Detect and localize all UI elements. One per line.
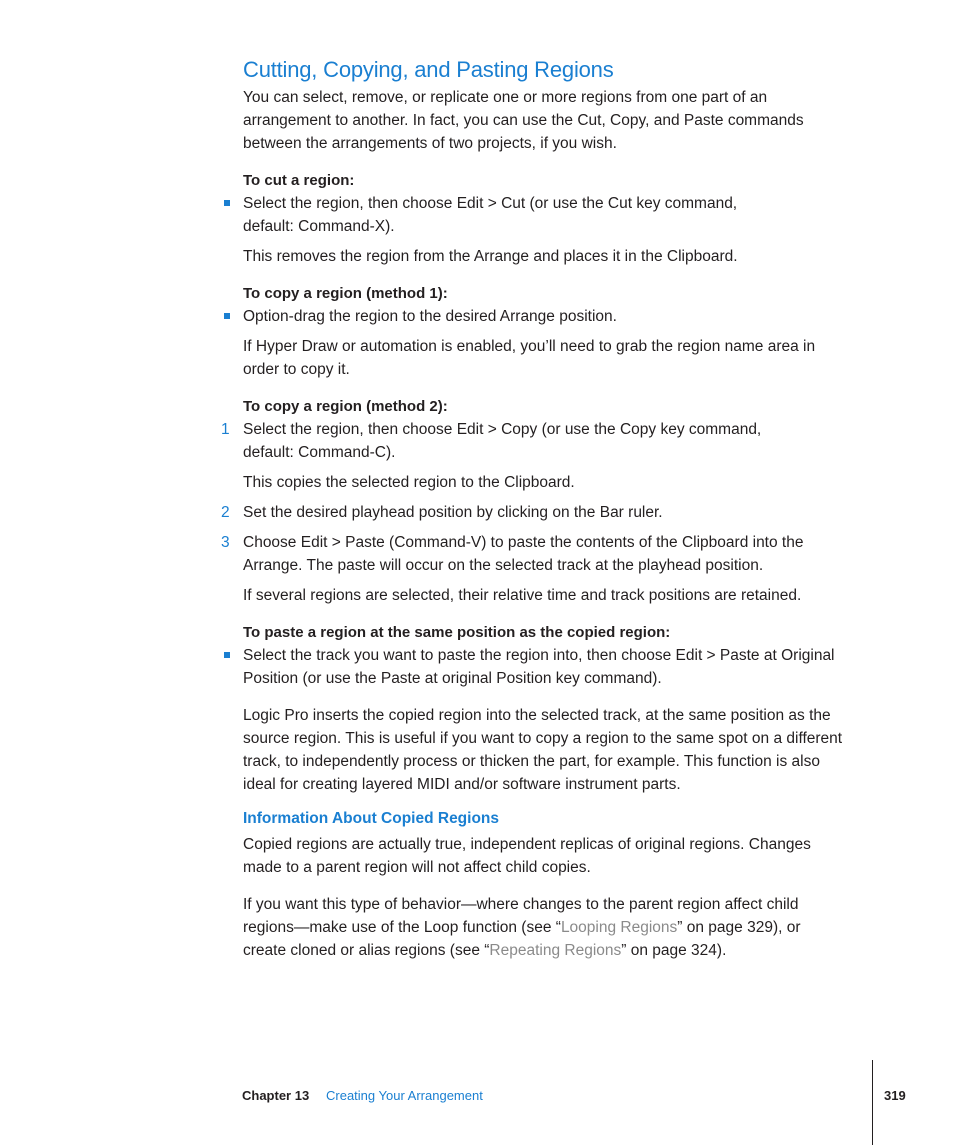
repeating-regions-link[interactable]: Repeating Regions xyxy=(489,942,622,959)
step-number: 3 xyxy=(221,534,230,551)
step-line: Arrange. The paste will occur on the selected track at the playhead position. xyxy=(243,557,764,574)
copy1-title: To copy a region (method 1): xyxy=(243,285,448,302)
info-paragraph-1 xyxy=(243,833,873,879)
info-line: Copied regions are actually true, independent replicas of original regions. Changes xyxy=(243,836,811,853)
paste-title: To paste a region at the same position as the copied region: xyxy=(243,624,671,641)
cut-step-line: default: Command-X). xyxy=(243,218,395,235)
paste-step xyxy=(243,644,873,690)
cut-step-line: Select the region, then choose Edit > Cut (or use the Cut key command, xyxy=(243,195,738,212)
intro-line: You can select, remove, or replicate one or more regions from one part of an xyxy=(243,89,768,106)
bullet-icon xyxy=(224,313,230,319)
explanation-line: ideal for creating layered MIDI and/or software instrument parts. xyxy=(243,776,681,793)
footer-chapter-number: Chapter 13 xyxy=(242,1088,310,1103)
paste-explanation xyxy=(243,704,873,796)
copy2-step-1-result: This copies the selected region to the Clipboard. xyxy=(243,474,575,491)
info-text: create cloned or alias regions (see “ xyxy=(243,942,490,959)
info-text: regions—make use of the Loop function (see “ xyxy=(243,919,561,936)
intro-line: arrangement to another. In fact, you can use the Cut, Copy, and Paste commands xyxy=(243,112,804,129)
info-line xyxy=(243,939,873,962)
copy2-step-3-result: If several regions are selected, their relative time and track positions are retained. xyxy=(243,587,802,604)
page-number: 319 xyxy=(884,1088,906,1103)
footer-divider xyxy=(872,1060,873,1145)
footer-chapter-title[interactable]: Creating Your Arrangement xyxy=(326,1088,483,1103)
explanation-line: source region. This is useful if you want to copy a region to the same spot on a different xyxy=(243,730,843,747)
looping-regions-link[interactable]: Looping Regions xyxy=(560,919,678,936)
copy1-note-line: If Hyper Draw or automation is enabled, you’ll need to grab the region name area in xyxy=(243,338,816,355)
cut-title: To cut a region: xyxy=(243,172,355,189)
copy2-step-3 xyxy=(243,531,873,577)
copy1-step: Option-drag the region to the desired Arrange position. xyxy=(243,308,617,325)
info-line: made to a parent region will not affect child copies. xyxy=(243,859,591,876)
copy2-step-2: Set the desired playhead position by clicking on the Bar ruler. xyxy=(243,504,663,521)
copy2-step-1 xyxy=(243,418,873,464)
intro-line: between the arrangements of two projects, if you wish. xyxy=(243,135,617,152)
info-text: ” on page 329), or xyxy=(677,919,801,936)
subsection-heading: Information About Copied Regions xyxy=(243,810,500,827)
intro-paragraph xyxy=(243,86,873,155)
info-paragraph-2 xyxy=(243,893,873,962)
step-line: default: Command-C). xyxy=(243,444,396,461)
copy1-note xyxy=(243,335,873,381)
step-line: Choose Edit > Paste (Command-V) to paste the contents of the Clipboard into the xyxy=(243,534,804,551)
step-number: 1 xyxy=(221,421,230,438)
step-line: Select the region, then choose Edit > Copy (or use the Copy key command, xyxy=(243,421,762,438)
bullet-icon xyxy=(224,200,230,206)
copy1-note-line: order to copy it. xyxy=(243,361,350,378)
info-text: ” on page 324). xyxy=(621,942,727,959)
paste-step-line: Select the track you want to paste the region into, then choose Edit > Paste at Original xyxy=(243,647,835,664)
step-number: 2 xyxy=(221,504,230,521)
cut-result: This removes the region from the Arrange and places it in the Clipboard. xyxy=(243,248,738,265)
bullet-icon xyxy=(224,652,230,658)
copy2-title: To copy a region (method 2): xyxy=(243,398,448,415)
info-line xyxy=(243,916,873,939)
section-heading: Cutting, Copying, and Pasting Regions xyxy=(243,57,614,82)
explanation-line: Logic Pro inserts the copied region into the selected track, at the same position as the xyxy=(243,707,831,724)
explanation-line: track, to independently process or thicken the part, for example. This function is also xyxy=(243,753,820,770)
paste-step-line: Position (or use the Paste at original Position key command). xyxy=(243,670,662,687)
info-line: If you want this type of behavior—where changes to the parent region affect child xyxy=(243,896,799,913)
cut-step xyxy=(243,192,873,238)
